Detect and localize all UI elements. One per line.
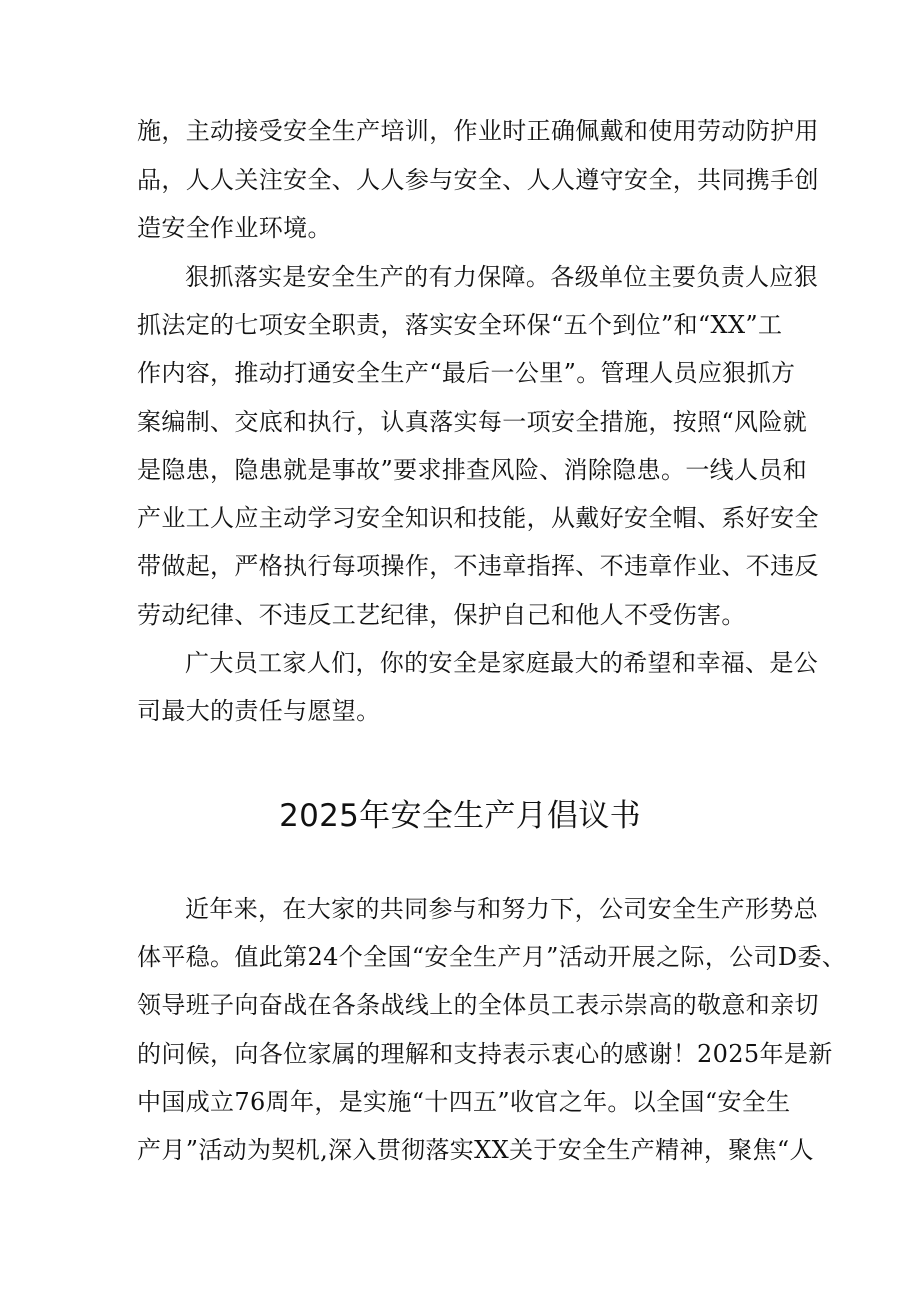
body-text-line: 的问候，向各位家属的理解和支持表示衷心的感谢！2025年是新 (137, 1040, 833, 1068)
body-text-line: 近年来，在大家的共同参与和努力下，公司安全生产形势总 (185, 895, 819, 923)
body-text-line: 造安全作业环境。 (137, 214, 332, 242)
body-text-line: 领导班子向奋战在各条战线上的全体员工表示崇高的敬意和亲切 (137, 991, 819, 1019)
body-text-line: 中国成立76周年，是实施“十四五”收官之年。以全国“安全生 (137, 1088, 791, 1116)
body-text-line: 施，主动接受安全生产培训，作业时正确佩戴和使用劳动防护用 (137, 117, 819, 145)
body-text-line: 广大员工家人们，你的安全是家庭最大的希望和幸福、是公 (185, 649, 819, 677)
body-text-line: 体平稳。值此第24个全国“安全生产月”活动开展之际，公司D委、 (137, 943, 847, 971)
body-text-line: 产月”活动为契机,深入贯彻落实XX关于安全生产精神，聚焦“人 (137, 1136, 814, 1164)
body-text-line: 是隐患，隐患就是事故”要求排查风险、消除隐患。一线人员和 (137, 456, 808, 484)
body-text-line: 狠抓落实是安全生产的有力保障。各级单位主要负责人应狠 (185, 263, 819, 291)
body-text-line: 作内容，推动打通安全生产“最后一公里”。管理人员应狠抓方 (137, 359, 796, 387)
document-title: 2025年安全生产月倡议书 (279, 798, 641, 834)
body-text-line: 产业工人应主动学习安全知识和技能，从戴好安全帽、系好安全 (137, 504, 819, 532)
body-text-line: 抓法定的七项安全职责，落实安全环保“五个到位”和“XX”工 (137, 311, 783, 339)
body-text-line: 劳动纪律、不违反工艺纪律，保护自己和他人不受伤害。 (137, 601, 746, 629)
body-text-line: 带做起，严格执行每项操作，不违章指挥、不违章作业、不违反 (137, 552, 819, 580)
body-text-line: 司最大的责任与愿望。 (137, 697, 381, 725)
body-text-line: 品，人人关注安全、人人参与安全、人人遵守安全，共同携手创 (137, 166, 819, 194)
body-text-line: 案编制、交底和执行，认真落实每一项安全措施，按照“风险就 (137, 408, 808, 436)
